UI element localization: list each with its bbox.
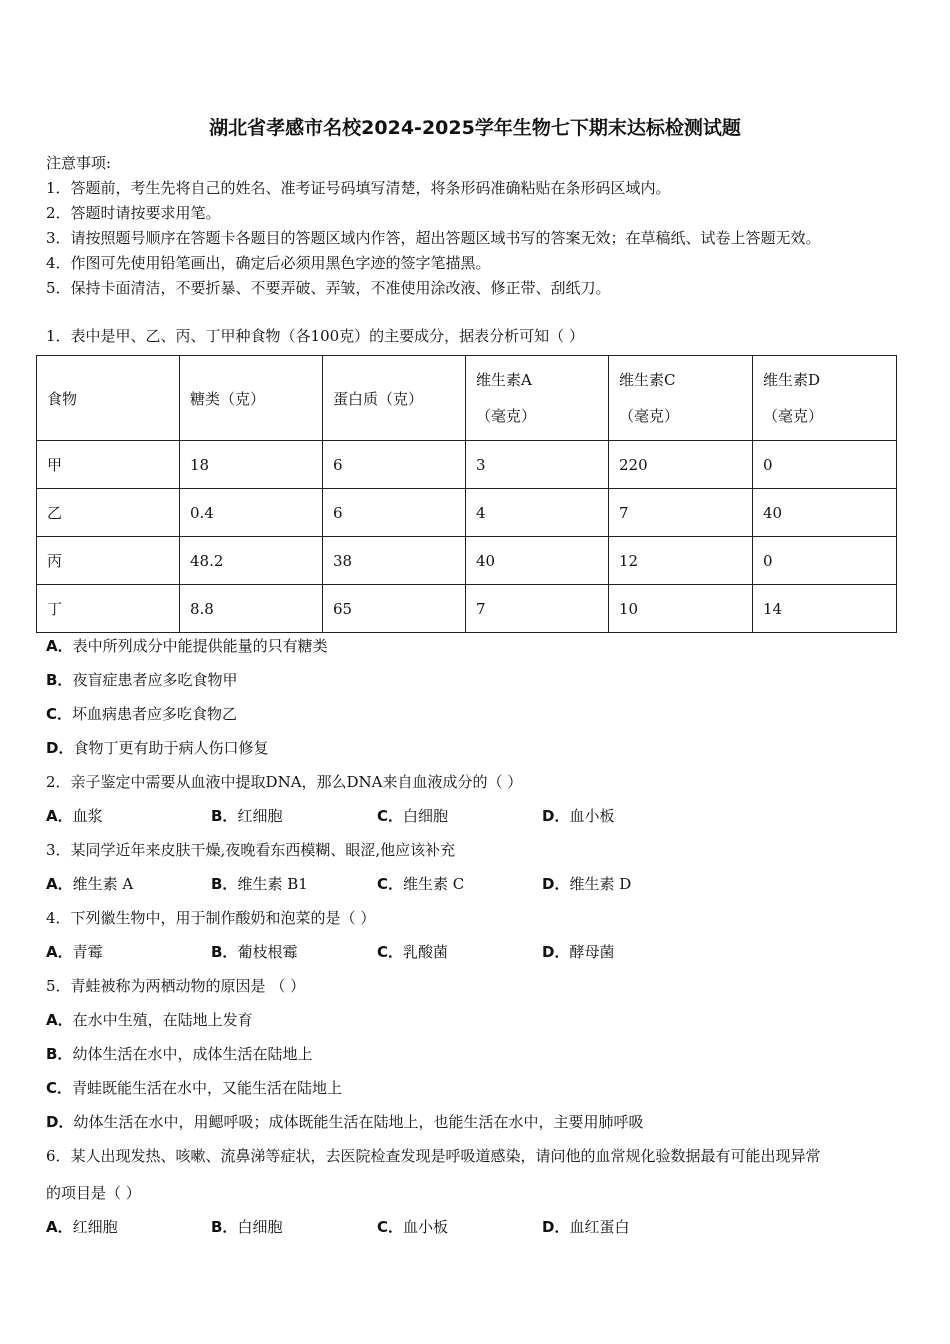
q3-option-a: A．维生素 A xyxy=(46,875,134,893)
table-cell: 38 xyxy=(323,537,466,585)
question-6-stem-continued: 的项目是（ ） xyxy=(46,1184,141,1202)
table-cell: 0.4 xyxy=(180,489,323,537)
table-cell: 65 xyxy=(323,585,466,633)
q2-option-d: D．血小板 xyxy=(542,807,615,825)
table-cell: 7 xyxy=(466,585,609,633)
q5-option-c: C．青蛙既能生活在水中，又能生活在陆地上 xyxy=(46,1079,343,1097)
question-5-stem: 5．青蛙被称为两栖动物的原因是 （ ） xyxy=(46,977,306,995)
table-cell: 6 xyxy=(323,441,466,489)
q6-options-row xyxy=(46,1215,906,1239)
question-2-stem: 2．亲子鉴定中需要从血液中提取DNA，那么DNA来自血液成分的（ ） xyxy=(46,773,523,791)
q1-option-c: C．坏血病患者应多吃食物乙 xyxy=(46,705,238,723)
q3-options-row xyxy=(46,872,906,896)
table-cell: 3 xyxy=(466,441,609,489)
table-cell: 乙 xyxy=(37,489,180,537)
q6-option-a: A．红细胞 xyxy=(46,1218,118,1236)
table-cell: 8.8 xyxy=(180,585,323,633)
table-cell: 14 xyxy=(753,585,897,633)
table-cell: 丁 xyxy=(37,585,180,633)
q4-options-row xyxy=(46,940,906,964)
q3-option-b: B．维生素 B1 xyxy=(211,875,308,893)
table-cell: 48.2 xyxy=(180,537,323,585)
q4-option-c: C．乳酸菌 xyxy=(377,943,449,961)
table-header-cell: 食物 xyxy=(37,356,180,441)
food-nutrition-table xyxy=(36,355,897,633)
table-cell: 40 xyxy=(753,489,897,537)
table-header-cell: 维生素C （毫克） xyxy=(609,356,753,441)
q2-option-c: C．白细胞 xyxy=(377,807,449,825)
q2-option-a: A．血浆 xyxy=(46,807,103,825)
q1-option-b: B．夜盲症患者应多吃食物甲 xyxy=(46,671,238,689)
q2-options-row xyxy=(46,804,906,828)
table-cell: 12 xyxy=(609,537,753,585)
table-cell: 10 xyxy=(609,585,753,633)
table-header-cell: 维生素A （毫克） xyxy=(466,356,609,441)
table-cell: 甲 xyxy=(37,441,180,489)
table-cell: 丙 xyxy=(37,537,180,585)
question-3-stem: 3．某同学近年来皮肤干燥,夜晚看东西模糊、眼涩,他应该补充 xyxy=(46,841,456,859)
question-4-stem: 4．下列徽生物中，用于制作酸奶和泡菜的是（ ） xyxy=(46,909,376,927)
q4-option-b: B．葡枝根霉 xyxy=(211,943,298,961)
question-6-stem: 6．某人出现发热、咳嗽、流鼻涕等症状，去医院检查发现是呼吸道感染，请问他的血常规化验数据最有可能出现异常 xyxy=(46,1147,821,1165)
table-cell: 220 xyxy=(609,441,753,489)
question-1-stem: 1．表中是甲、乙、丙、丁甲种食物（各100克）的主要成分，据表分析可知（ ） xyxy=(46,327,584,345)
note-item: 5．保持卡面清洁，不要折暴、不要弄破、弄皱，不准使用涂改液、修正带、刮纸刀。 xyxy=(46,279,611,297)
q1-option-d: D．食物丁更有助于病人伤口修复 xyxy=(46,739,269,757)
page-title: 湖北省孝感市名校2024-2025学年生物七下期末达标检测试题 xyxy=(209,117,741,139)
table-row xyxy=(37,537,897,585)
table-cell: 4 xyxy=(466,489,609,537)
table-cell: 6 xyxy=(323,489,466,537)
q5-option-b: B．幼体生活在水中，成体生活在陆地上 xyxy=(46,1045,313,1063)
q3-option-c: C．维生素 C xyxy=(377,875,465,893)
table-header-cell: 维生素D （毫克） xyxy=(753,356,897,441)
q3-option-d: D．维生素 D xyxy=(542,875,632,893)
q1-option-a: A．表中所列成分中能提供能量的只有糖类 xyxy=(46,637,328,655)
table-cell: 40 xyxy=(466,537,609,585)
q5-option-a: A．在水中生殖，在陆地上发育 xyxy=(46,1011,253,1029)
q6-option-c: C．血小板 xyxy=(377,1218,449,1236)
table-header-cell: 糖类（克） xyxy=(180,356,323,441)
q6-option-d: D．血红蛋白 xyxy=(542,1218,630,1236)
table-row xyxy=(37,489,897,537)
notes-heading: 注意事项: xyxy=(46,154,112,172)
table-cell: 7 xyxy=(609,489,753,537)
table-row xyxy=(37,441,897,489)
table-cell: 18 xyxy=(180,441,323,489)
q2-option-b: B．红细胞 xyxy=(211,807,283,825)
note-item: 3．请按照题号顺序在答题卡各题目的答题区域内作答，超出答题区域书写的答案无效；在草稿纸、试卷上答题无效。 xyxy=(46,229,821,247)
table-cell: 0 xyxy=(753,441,897,489)
table-header-cell: 蛋白质（克） xyxy=(323,356,466,441)
q4-option-d: D．酵母菌 xyxy=(542,943,615,961)
note-item: 1．答题前，考生先将自己的姓名、准考证号码填写清楚，将条形码准确粘贴在条形码区域内。 xyxy=(46,179,671,197)
table-row xyxy=(37,585,897,633)
table-cell: 0 xyxy=(753,537,897,585)
note-item: 2．答题时请按要求用笔。 xyxy=(46,204,221,222)
q4-option-a: A．青霉 xyxy=(46,943,103,961)
notes-section xyxy=(46,151,821,301)
q5-option-d: D．幼体生活在水中，用鳃呼吸；成体既能生活在陆地上，也能生活在水中，主要用肺呼吸 xyxy=(46,1113,644,1131)
note-item: 4．作图可先使用铅笔画出，确定后必须用黑色字迹的签字笔描黑。 xyxy=(46,254,491,272)
q6-option-b: B．白细胞 xyxy=(211,1218,283,1236)
table-header-row xyxy=(37,356,897,441)
